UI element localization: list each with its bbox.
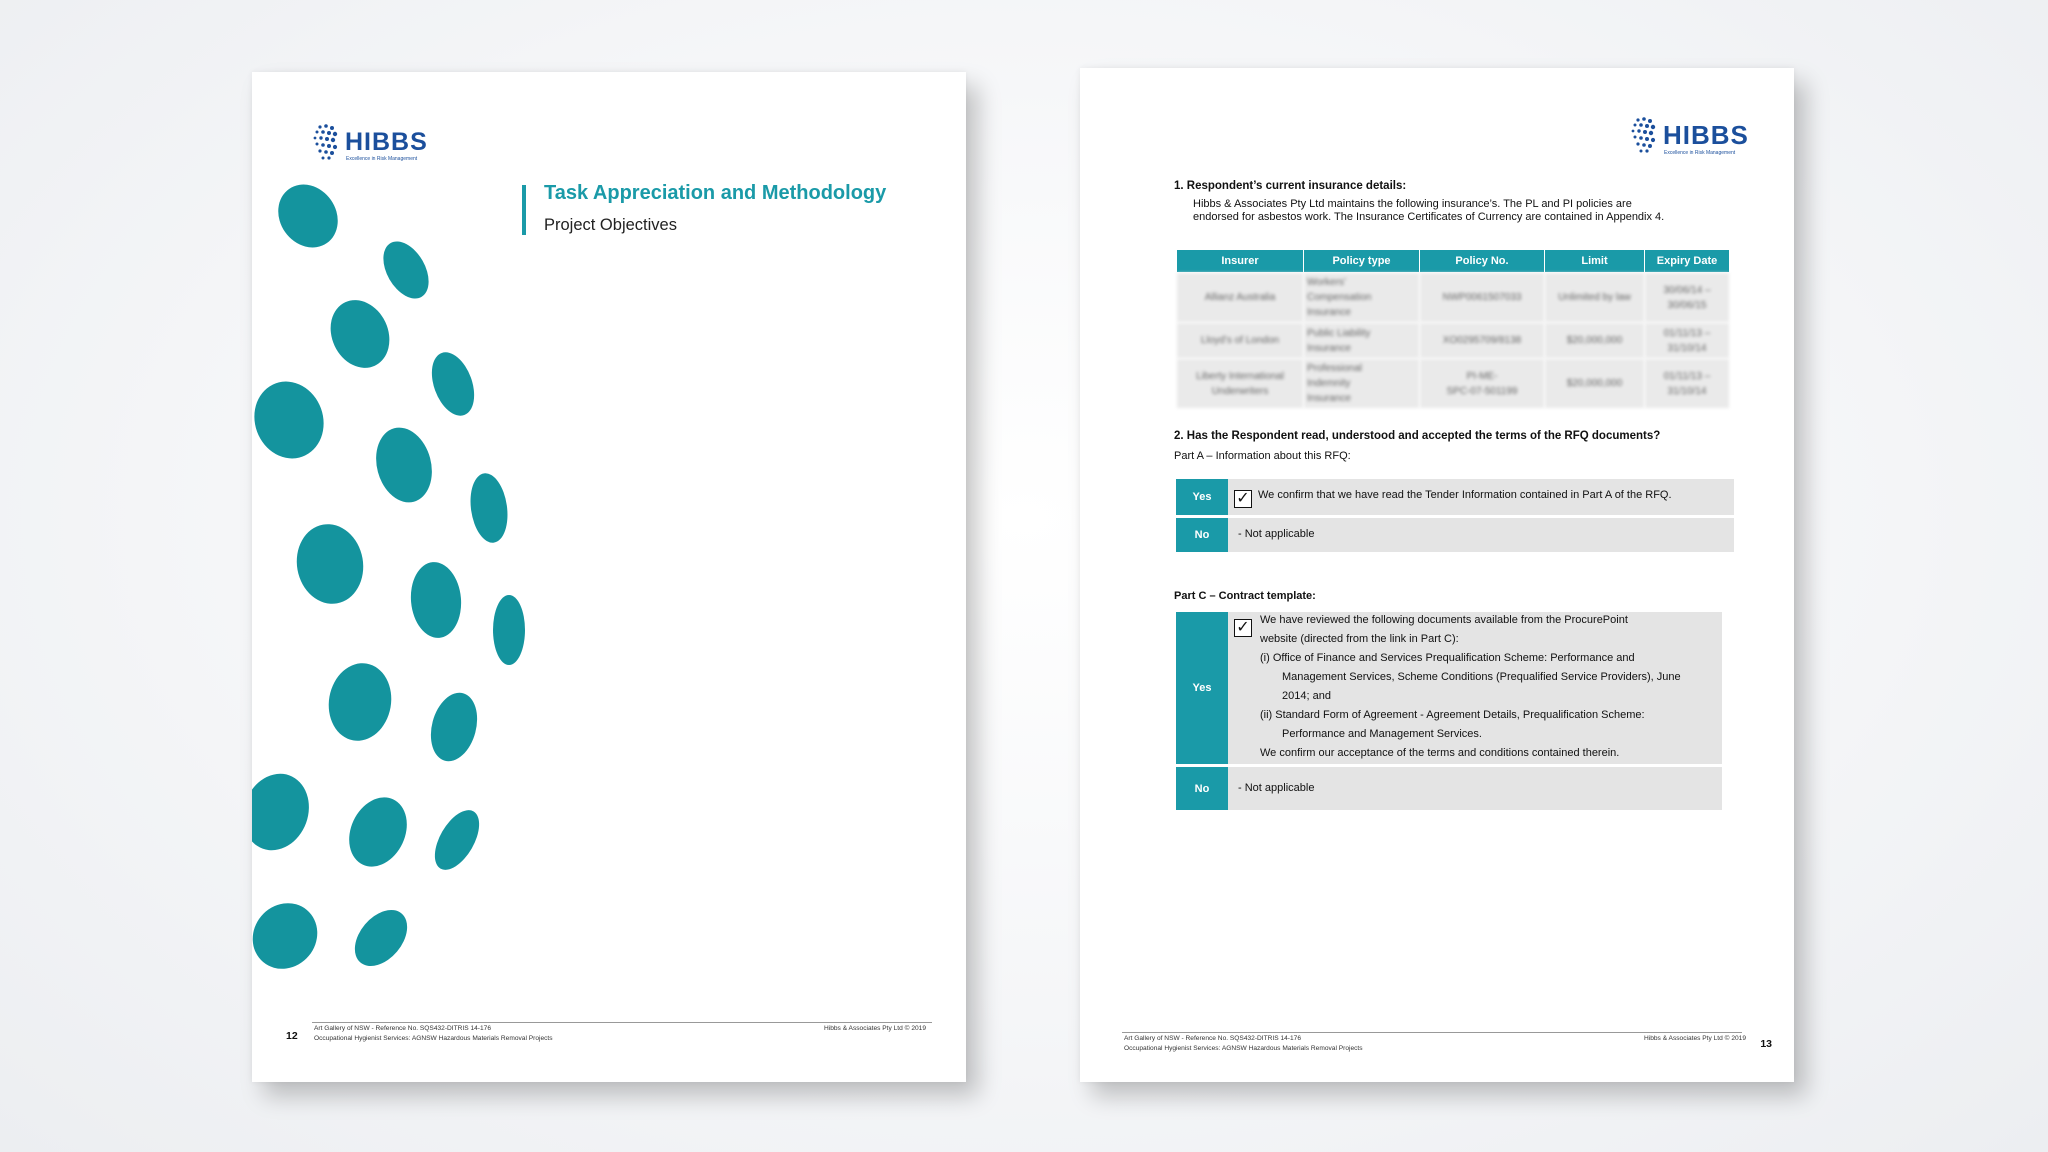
cell-policy-no: XO0295709/8138 — [1420, 323, 1545, 359]
yes-checkbox[interactable]: ✓ — [1234, 490, 1252, 508]
cell-expiry: 30/06/14 – 30/06/15 — [1645, 273, 1730, 323]
part-c-line: We have reviewed the following documents available from the ProcurePoint — [1260, 614, 1628, 626]
cell-policy-type: Public Liability Insurance — [1304, 323, 1420, 359]
part-c-line: 2014; and — [1282, 690, 1331, 702]
column-header-expiry-date: Expiry Date — [1645, 250, 1730, 273]
part-c-line: Management Services, Scheme Conditions (Prequalified Service Providers), June — [1282, 671, 1681, 683]
cell-policy-no: NWP0061507033 — [1420, 273, 1545, 323]
part-c-line: We confirm our acceptance of the terms and conditions contained therein. — [1260, 747, 1620, 759]
cell-policy-type: Workers’ Compensation Insurance — [1304, 273, 1420, 323]
logo-text: HIBBS — [345, 127, 428, 156]
cell-insurer: Allianz Australia — [1177, 273, 1304, 323]
section-subtitle: Project Objectives — [544, 216, 677, 234]
no-answer-text: - Not applicable — [1238, 782, 1315, 794]
footer-reference: Art Gallery of NSW - Reference No. SQS432-DITRIS 14-176 — [1124, 1035, 1301, 1042]
yes-answer-text: We confirm that we have read the Tender Information contained in Part A of the RFQ. — [1258, 489, 1672, 501]
table-row — [1177, 273, 1730, 323]
part-a-answer-block — [1176, 479, 1734, 552]
cell-expiry: 01/11/13 – 31/10/14 — [1645, 359, 1730, 409]
insurance-table — [1176, 249, 1730, 409]
insurance-table-header — [1177, 250, 1730, 273]
footer-copyright: Hibbs & Associates Pty Ltd © 2019 — [1644, 1035, 1746, 1042]
cell-policy-type: Professional Indemnity Insurance — [1304, 359, 1420, 409]
yes-label: Yes — [1176, 479, 1228, 515]
page-number: 12 — [286, 1030, 298, 1042]
question-2-title: 2. Has the Respondent read, understood and accepted the terms of the RFQ documents? — [1174, 430, 1661, 442]
column-header-policy-type: Policy type — [1304, 250, 1420, 273]
column-header-limit: Limit — [1545, 250, 1645, 273]
part-a-heading: Part A – Information about this RFQ: — [1174, 450, 1351, 462]
decorative-dots-graphic — [252, 72, 552, 1082]
question-1-text-line1: Hibbs & Associates Pty Ltd maintains the following insurance’s. The PL and PI policies are — [1193, 198, 1632, 210]
footer-rule — [312, 1022, 932, 1023]
cell-limit: Unlimited by law — [1545, 273, 1645, 323]
no-answer-text: - Not applicable — [1238, 528, 1315, 540]
part-c-answer-block — [1176, 612, 1722, 810]
table-row — [1177, 323, 1730, 359]
footer-rule — [1122, 1032, 1742, 1033]
column-header-policy-no: Policy No. — [1420, 250, 1545, 273]
question-1-text-line2: endorsed for asbestos work. The Insurance Certificates of Currency are contained in Appendix 4. — [1193, 211, 1665, 223]
part-c-line: Performance and Management Services. — [1282, 728, 1482, 740]
footer-copyright: Hibbs & Associates Pty Ltd © 2019 — [824, 1025, 926, 1032]
footer-reference: Art Gallery of NSW - Reference No. SQS432-DITRIS 14-176 — [314, 1025, 491, 1032]
hibbs-logo — [1630, 115, 1749, 155]
cell-limit: $20,000,000 — [1545, 359, 1645, 409]
yes-label: Yes — [1176, 612, 1228, 764]
left-page — [252, 72, 966, 1082]
title-accent-bar — [522, 185, 526, 235]
footer-project: Occupational Hygienist Services: AGNSW Hazardous Materials Removal Projects — [314, 1035, 553, 1042]
part-c-line: (ii) Standard Form of Agreement - Agreement Details, Prequalification Scheme: — [1260, 709, 1645, 721]
answer-divider — [1176, 515, 1734, 518]
section-title: Task Appreciation and Methodology — [544, 182, 887, 204]
cell-policy-no: PI-ME- SPC-07-501199 — [1420, 359, 1545, 409]
answer-divider — [1176, 764, 1722, 767]
logo-tagline: Excellence in Risk Management — [1664, 150, 1736, 156]
question-1-title: 1. Respondent’s current insurance details: — [1174, 180, 1407, 192]
yes-checkbox[interactable]: ✓ — [1234, 619, 1252, 637]
cell-expiry: 01/11/13 – 31/10/14 — [1645, 323, 1730, 359]
footer-project: Occupational Hygienist Services: AGNSW Hazardous Materials Removal Projects — [1124, 1045, 1363, 1052]
part-c-heading: Part C – Contract template: — [1174, 590, 1316, 602]
part-c-line: website (directed from the link in Part C): — [1260, 633, 1459, 645]
logo-dots-icon — [1630, 115, 1660, 155]
table-row — [1177, 359, 1730, 409]
cell-insurer: Liberty International Underwriters — [1177, 359, 1304, 409]
cell-limit: $20,000,000 — [1545, 323, 1645, 359]
cell-insurer: Lloyd’s of London — [1177, 323, 1304, 359]
no-label: No — [1176, 518, 1228, 552]
no-label: No — [1176, 767, 1228, 810]
column-header-insurer: Insurer — [1177, 250, 1304, 273]
page-number: 13 — [1760, 1038, 1772, 1050]
right-page — [1080, 68, 1794, 1082]
logo-tagline: Excellence in Risk Management — [346, 156, 418, 162]
logo-text: HIBBS — [1663, 120, 1749, 150]
part-c-line: (i) Office of Finance and Services Prequalification Scheme: Performance and — [1260, 652, 1635, 664]
